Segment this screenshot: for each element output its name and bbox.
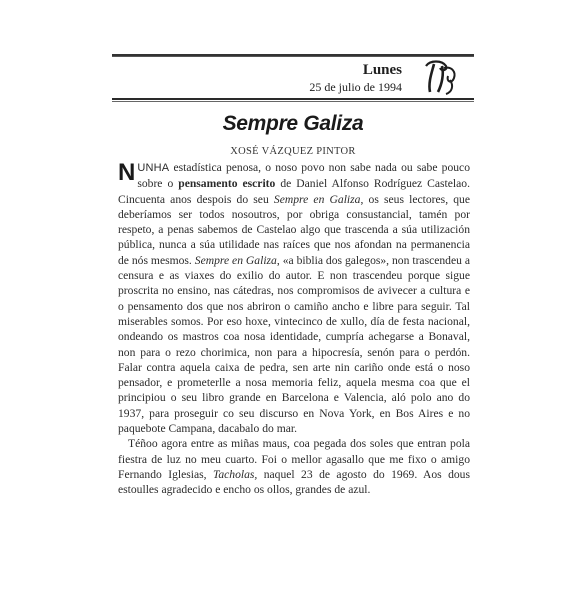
drop-cap: N: [118, 159, 136, 186]
article-byline: XOSÉ VÁZQUEZ PINTOR: [230, 146, 356, 157]
header-rule: [112, 98, 474, 100]
header-date: 25 de julio de 1994: [309, 80, 402, 94]
nickname-italic: Tacholas,: [212, 467, 258, 481]
text-run: estadística penosa, o noso povo non sabe nada ou sabe pouco sobre o: [137, 161, 470, 191]
book-title-italic: Sempre en Galiza: [194, 253, 277, 267]
paragraph-2: [118, 436, 470, 497]
top-rule-thin: [112, 56, 474, 57]
article-body: [118, 160, 470, 498]
header-rule-thin: [112, 101, 474, 102]
newspaper-masthead-logo-icon: [420, 58, 460, 96]
text-run: de Daniel Alfonso Rodríguez Castelao. Cincuenta anos despois do seu: [118, 177, 470, 206]
text-run: , «a biblia dos galegos», non trascendeu a censura e as viaxes do exilio do autor. E non trascendeu porque sigue proscrita no ensino, nas cátedras, nos compromisos de avivecer a cultura e o pensamento dos que nos abriron o camiño ancho e libre para seguir. Tal miserables somos. Por eso hoxe, vintecinco de xullo, día de festa nacional, ondeando os mastros coa nosa identidade, cumpría achegarse a Bonaval, non para o rezo chorimica, non para a hipocresía, senón para o perdón. Falar contra aquela caixa de pedra, sen arte nin cariño onde está o noso pensador, e prometerlle a nosa memoria feliz, aquela mesma coa que el principiou o seu libro grande en Barcelona e Valencia, aló polo ano do 1937, para proseguir co seu discurso en Nova York, en Bos Aires e no paquebote Campana, dacabalo do mar.: [118, 253, 470, 436]
text-run: , os seus lectores, que deberíamos ser todos nosoutros, por obriga consustancial, tamén por respeto, a penas sabemos de Castelao algo que trascenda a súa utilización pública, nunca a súa utilidade nas raíces que nos afondan na permanencia de nós mesmos.: [118, 192, 470, 267]
text-run: Téñoo agora entre as miñas maus, coa pegada dos soles que entran pola fiestra de luz no meu cuarto. Foi o mellor agasallo que me fixo o amigo Fernando Iglesias,: [118, 437, 470, 481]
article-title: Sempre Galiza: [222, 112, 364, 135]
paragraph-1: [118, 160, 470, 436]
book-title-italic: Sempre en Galiza: [273, 192, 361, 206]
text-run: naquel 23 de agosto do 1969. Aos dous estoulles agradecido e encho os ollos, grandes de azul.: [118, 467, 470, 497]
bold-phrase: pensamento escrito: [178, 177, 276, 191]
lead-word: UNHA: [137, 162, 170, 174]
header-day: Lunes: [362, 62, 402, 78]
newspaper-clipping: [112, 52, 474, 504]
